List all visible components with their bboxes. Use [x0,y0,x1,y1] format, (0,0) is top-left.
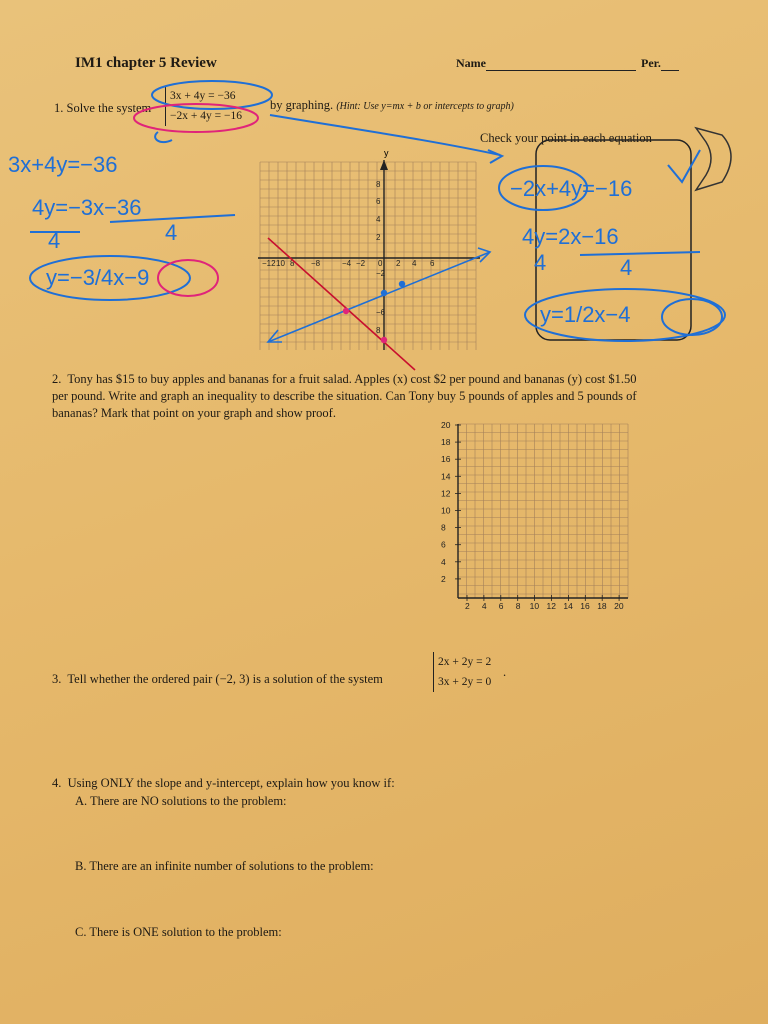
q2-x-tick: 8 [515,601,521,611]
q2-y-tick: 6 [441,539,446,550]
q2-y-tick: 4 [441,556,446,567]
q1-work-left-line2: 4y=−3x−36 [32,195,142,220]
q1-x-tick: 4 [412,259,417,268]
q1-y-tick: 4 [376,215,381,224]
q1-check-mark-left [155,132,172,142]
q1-hint: (Hint: Use y=mx + b or intercepts to graph) [336,101,514,112]
q1-work-left-den2: 4 [165,220,178,245]
q4-text: Using ONLY the slope and y-intercept, explain how you know if: [67,776,395,790]
name-label: Name [456,56,486,70]
q2-grid [458,424,628,598]
q1-work-left [8,152,177,290]
q3-text: Tell whether the ordered pair (−2, 3) is a solution of the system [67,672,383,686]
q1-x-tick: 2 [396,259,401,268]
q2-line1 [52,371,637,388]
q2-y-tick: 18 [441,437,451,448]
q1-work-right-den2: 4 [620,255,633,280]
q1-work-left-den1: 4 [48,228,61,253]
q2-x-tick: 18 [597,601,607,611]
q2-x-tick: 14 [563,601,573,611]
q1-axes [258,160,480,350]
q1-point-pink [381,337,387,343]
q2-x-tick: 20 [614,601,624,611]
q2-y-tick: 14 [441,471,451,482]
q1-y-tick: 6 [376,197,381,206]
period-label: Per. [641,56,661,70]
q3-eq1: 2x + 2y = 2 [438,656,492,668]
q1-x-tick: −2 [356,259,366,268]
q1-point-intersection [381,290,387,296]
q2-x-tick: 2 [465,601,470,611]
q1-y-tick: −6 [376,308,386,317]
q1-eq1: 3x + 4y = −36 [170,90,236,102]
q2-number: 2. [52,372,62,386]
q1-check-label: Check your point in each equation [480,131,652,145]
q1-y-tick: 2 [376,233,381,242]
q1-work-left-line1: 3x+4y=−36 [8,152,118,177]
q1-work-left-result: y=−3/4x−9 [46,265,150,290]
q1-y-tick: 8 [376,180,381,189]
q1-intercept-circle-left [158,260,218,296]
q2-y-tick: 16 [441,454,451,465]
q1-eq2: −2x + 4y = −16 [170,110,242,122]
q2-text-line2: per pound. Write and graph an inequality to describe the situation. Can Tony buy 5 pounds of apples and 5 pounds of [52,389,637,403]
q1-point-pink-2 [343,308,349,314]
q1-work-right-line2: 4y=2x−16 [522,224,619,249]
q2-y-tick: 20 [441,420,451,430]
q1-y-tick: 8 [376,326,381,335]
q2-x-tick: 6 [498,601,504,611]
q1-number: 1. [54,101,64,115]
q1-x-tick: −4 [342,259,352,268]
q1-work-right [510,176,632,327]
q1-prefix: Solve the system [66,101,152,115]
q4-part-b: B. There are an infinite number of solutions to the problem: [75,859,374,873]
q1-work-right-result: y=1/2x−4 [540,302,631,327]
q1-intercept-circle-right [662,299,722,335]
q1-point-blue [399,281,405,287]
q2-x-tick: 10 [529,601,540,611]
q2-x-tick: 4 [481,601,487,611]
q1-arrow-head [488,150,502,163]
q3-prompt [52,671,383,688]
q2-x-tick: 16 [580,601,590,611]
check-mark-icon [668,150,700,182]
q1-x-tick: 8 [290,259,295,268]
q1-y-tick: −2 [376,269,386,278]
q3-eq2: 3x + 2y = 0 [438,676,492,688]
q1-grid [260,162,476,350]
q2-y-tick: 2 [441,573,446,584]
q1-work-right-line1: −2x+4y=−16 [510,176,633,201]
q1-x-tick-labels [262,259,435,268]
q4-number: 4. [52,776,62,790]
q1-x-tick: −12 [262,259,276,268]
q1-x-tick: 6 [430,259,435,268]
q4-prompt [52,775,395,792]
q2-y-tick: 10 [441,505,451,516]
q1-arrow-blue-left [268,330,282,342]
q3-end-mark: . [503,665,507,679]
q1-x-tick: −8 [311,259,321,268]
q4-part-c: C. There is ONE solution to the problem: [75,925,282,939]
curved-arrow-icon [696,128,731,190]
worksheet-title: IM1 chapter 5 Review [75,55,217,71]
q2-y-tick: 8 [441,522,446,533]
q3-number: 3. [52,672,62,686]
q1-y-axis-label: y [384,148,389,158]
q4-part-a: A. There are NO solutions to the problem: [75,794,287,808]
q1-suffix: by graphing. [270,98,334,112]
q1-x-tick: 0 [378,259,383,268]
q2-x-tick: 12 [546,601,556,611]
q1-fraction-bar-r [580,252,700,255]
q2-y-tick: 12 [441,488,451,499]
q1-work-right-den1: 4 [534,250,547,275]
q2-text-line1: Tony has $15 to buy apples and bananas for a fruit salad. Apples (x) cost $2 per pound and bananas (y) cost $1.50 [67,372,637,386]
q1-x-tick: 10 [276,259,285,268]
q2-text-line3: bananas? Mark that point on your graph and show proof. [52,406,336,420]
q3-system [433,652,491,692]
